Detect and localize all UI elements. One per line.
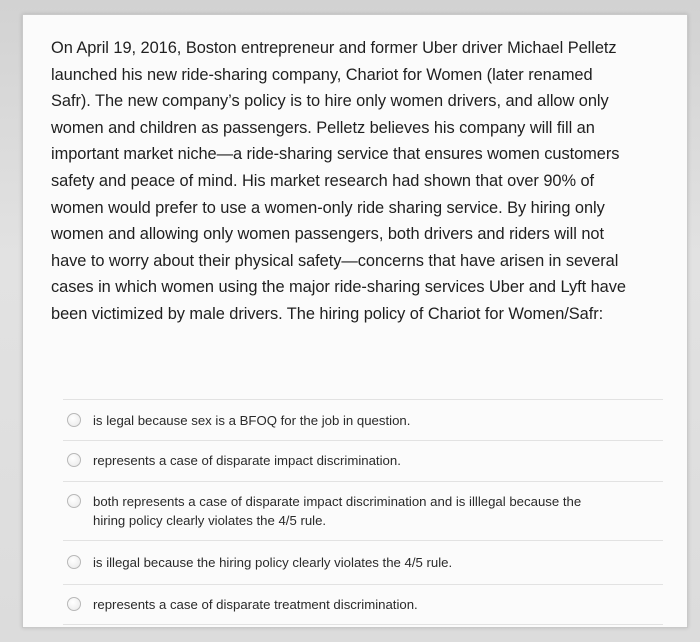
question-line: have to worry about their physical safety—concerns that have arisen in several: [51, 251, 619, 270]
radio-button-icon[interactable]: [67, 555, 81, 569]
answer-option-3[interactable]: [63, 481, 663, 540]
answer-options: [63, 399, 663, 625]
question-line: women and allowing only women passengers, both drivers and riders will not: [51, 225, 604, 244]
question-line: cases in which women using the major ride-sharing services Uber and Lyft have: [51, 278, 626, 297]
question-line: On April 19, 2016, Boston entrepreneur and former Uber driver Michael Pelletz: [51, 39, 617, 57]
radio-button-icon[interactable]: [67, 597, 81, 611]
option-label: is legal because sex is a BFOQ for the job in question.: [93, 413, 411, 428]
answer-option-5[interactable]: [63, 584, 663, 625]
question-line: launched his new ride-sharing company, Chariot for Women (later renamed: [51, 65, 593, 84]
question-card: [22, 14, 688, 628]
answer-option-4[interactable]: [63, 540, 663, 584]
radio-button-icon[interactable]: [67, 494, 81, 508]
radio-button-icon[interactable]: [67, 413, 81, 427]
option-label: represents a case of disparate treatment discrimination.: [93, 597, 418, 612]
option-label-line: both represents a case of disparate impact discrimination and is illlegal because the: [93, 494, 582, 509]
option-label: is illegal because the hiring policy clearly violates the 4/5 rule.: [93, 555, 453, 570]
question-line: safety and peace of mind. His market research had shown that over 90% of: [51, 171, 595, 190]
question-text: [51, 35, 681, 328]
answer-option-1[interactable]: [63, 399, 663, 440]
question-line: important market niche—a ride-sharing service that ensures women customers: [51, 145, 620, 164]
option-label: represents a case of disparate impact discrimination.: [93, 453, 401, 468]
answer-option-2[interactable]: [63, 440, 663, 481]
option-label-line: hiring policy clearly violates the 4/5 rule.: [93, 513, 327, 528]
radio-button-icon[interactable]: [67, 453, 81, 467]
question-line: women would prefer to use a women-only ride sharing service. By hiring only: [51, 198, 605, 217]
question-line: women and children as passengers. Pelletz believes his company will fill an: [51, 118, 595, 137]
question-line: been victimized by male drivers. The hiring policy of Chariot for Women/Safr:: [51, 304, 604, 323]
question-line: Safr). The new company’s policy is to hire only women drivers, and allow only: [51, 92, 609, 111]
